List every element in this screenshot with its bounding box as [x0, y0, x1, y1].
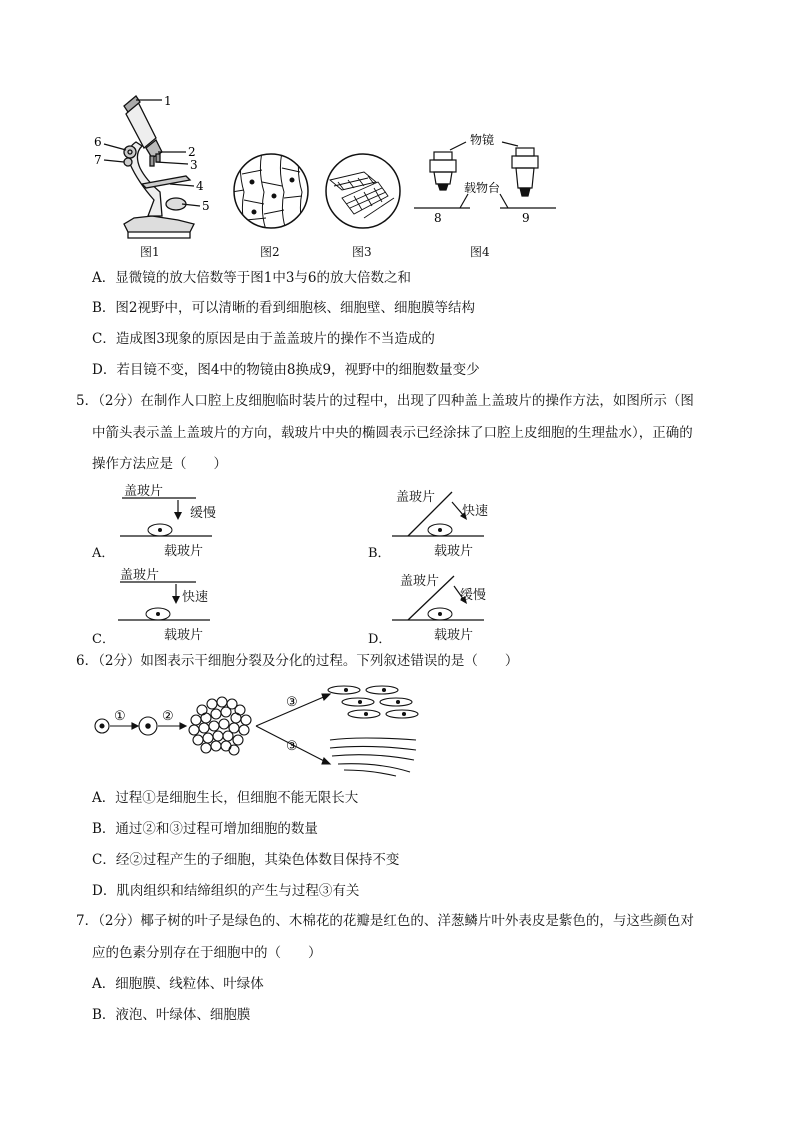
speed-label: 缓慢 [190, 506, 217, 521]
microscope-label-5: 5 [202, 199, 210, 213]
q5-option-b[interactable] [368, 478, 588, 561]
q5-stem-line-1: 5．（2分）在制作人口腔上皮细胞临时装片的过程中，出现了四种盖上盖玻片的操作方法，如图所示（图 [76, 393, 694, 409]
q4-option-b[interactable]: B．图2视野中，可以清晰的看到细胞核、细胞壁、细胞膜等结构 [92, 300, 476, 316]
microscope-label-2: 2 [188, 145, 196, 159]
option-letter: B． [368, 546, 391, 561]
microscope-label-3: 3 [190, 158, 198, 172]
q5-option-a[interactable] [92, 478, 312, 561]
q7-stem-line-2: 应的色素分别存在于细胞中的（ ） [92, 945, 322, 961]
option-letter: D． [368, 632, 392, 647]
step-3-bottom-label: ③ [286, 739, 298, 754]
stage-label: 载物台 [464, 181, 501, 195]
q4-figure-row [90, 92, 550, 262]
option-letter: A． [92, 546, 115, 561]
q7-option-a[interactable]: A．细胞膜、线粒体、叶绿体 [92, 976, 264, 992]
q5-option-d[interactable] [368, 562, 588, 647]
q6-option-a[interactable]: A．过程①是细胞生长，但细胞不能无限长大 [92, 790, 359, 806]
microscope-label-4: 4 [196, 179, 204, 193]
fig3-caption: 图3 [352, 245, 372, 259]
q7-option-b[interactable]: B．液泡、叶绿体、细胞膜 [92, 1007, 251, 1023]
bubble-cell-view [324, 152, 402, 230]
cover-slip-label: 盖玻片 [396, 490, 436, 505]
microscope-label-6: 6 [94, 135, 102, 149]
q4-option-c[interactable]: C．造成图3现象的原因是由于盖盖玻片的操作不当造成的 [92, 331, 435, 347]
step-3-top-label: ③ [286, 695, 298, 710]
q5-stem-line-2: 中箭头表示盖上盖玻片的方向，载玻片中央的椭圆表示已经涂抹了口腔上皮细胞的生理盐水），正确的 [92, 425, 693, 441]
q6-option-b[interactable]: B．通过②和③过程可增加细胞的数量 [92, 821, 318, 837]
speed-label: 快速 [182, 590, 209, 605]
slide-label: 载玻片 [164, 628, 204, 643]
objective-lens-figure [410, 128, 560, 228]
step-2-label: ② [162, 709, 174, 724]
q6-option-c[interactable]: C．经②过程产生的子细胞，其染色体数目保持不变 [92, 852, 400, 868]
cover-slip-label: 盖玻片 [400, 574, 440, 589]
microscope-figure [90, 92, 225, 242]
slide-label: 载玻片 [434, 544, 474, 559]
q6-stem: 6．（2分）如图表示干细胞分裂及分化的过程。下列叙述错误的是（ ） [76, 653, 519, 669]
stem-cell-diagram [90, 680, 420, 780]
onion-cell-view [232, 152, 310, 230]
step-1-label: ① [114, 709, 126, 724]
objective-num-9: 9 [522, 211, 530, 225]
fig4-caption: 图4 [470, 245, 490, 259]
slide-label: 载玻片 [434, 628, 474, 643]
cover-slip-label: 盖玻片 [120, 568, 160, 583]
objective-label: 物镜 [470, 133, 495, 147]
fig2-caption: 图2 [260, 245, 280, 259]
objective-num-8: 8 [434, 211, 442, 225]
slide-label: 载玻片 [164, 544, 204, 559]
q7-stem-line-1: 7．（2分）椰子树的叶子是绿色的、木棉花的花瓣是红色的、洋葱鳞片叶外表皮是紫色的，与这些颜色对 [76, 913, 694, 929]
q6-option-d[interactable]: D．肌肉组织和结缔组织的产生与过程③有关 [92, 883, 360, 899]
microscope-label-1: 1 [164, 94, 172, 108]
fig1-caption: 图1 [140, 245, 160, 259]
microscope-label-7: 7 [94, 153, 102, 167]
q5-option-c[interactable] [92, 562, 312, 647]
speed-label: 快速 [462, 504, 489, 519]
q4-option-d[interactable]: D．若目镜不变，图4中的物镜由8换成9，视野中的细胞数量变少 [92, 362, 480, 378]
q5-stem-line-3: 操作方法应是（ ） [92, 456, 227, 472]
cover-slip-label: 盖玻片 [124, 484, 164, 499]
speed-label: 缓慢 [460, 588, 487, 603]
option-letter: C． [92, 632, 115, 647]
q4-option-a[interactable]: A．显微镜的放大倍数等于图1中3与6的放大倍数之和 [92, 270, 412, 286]
